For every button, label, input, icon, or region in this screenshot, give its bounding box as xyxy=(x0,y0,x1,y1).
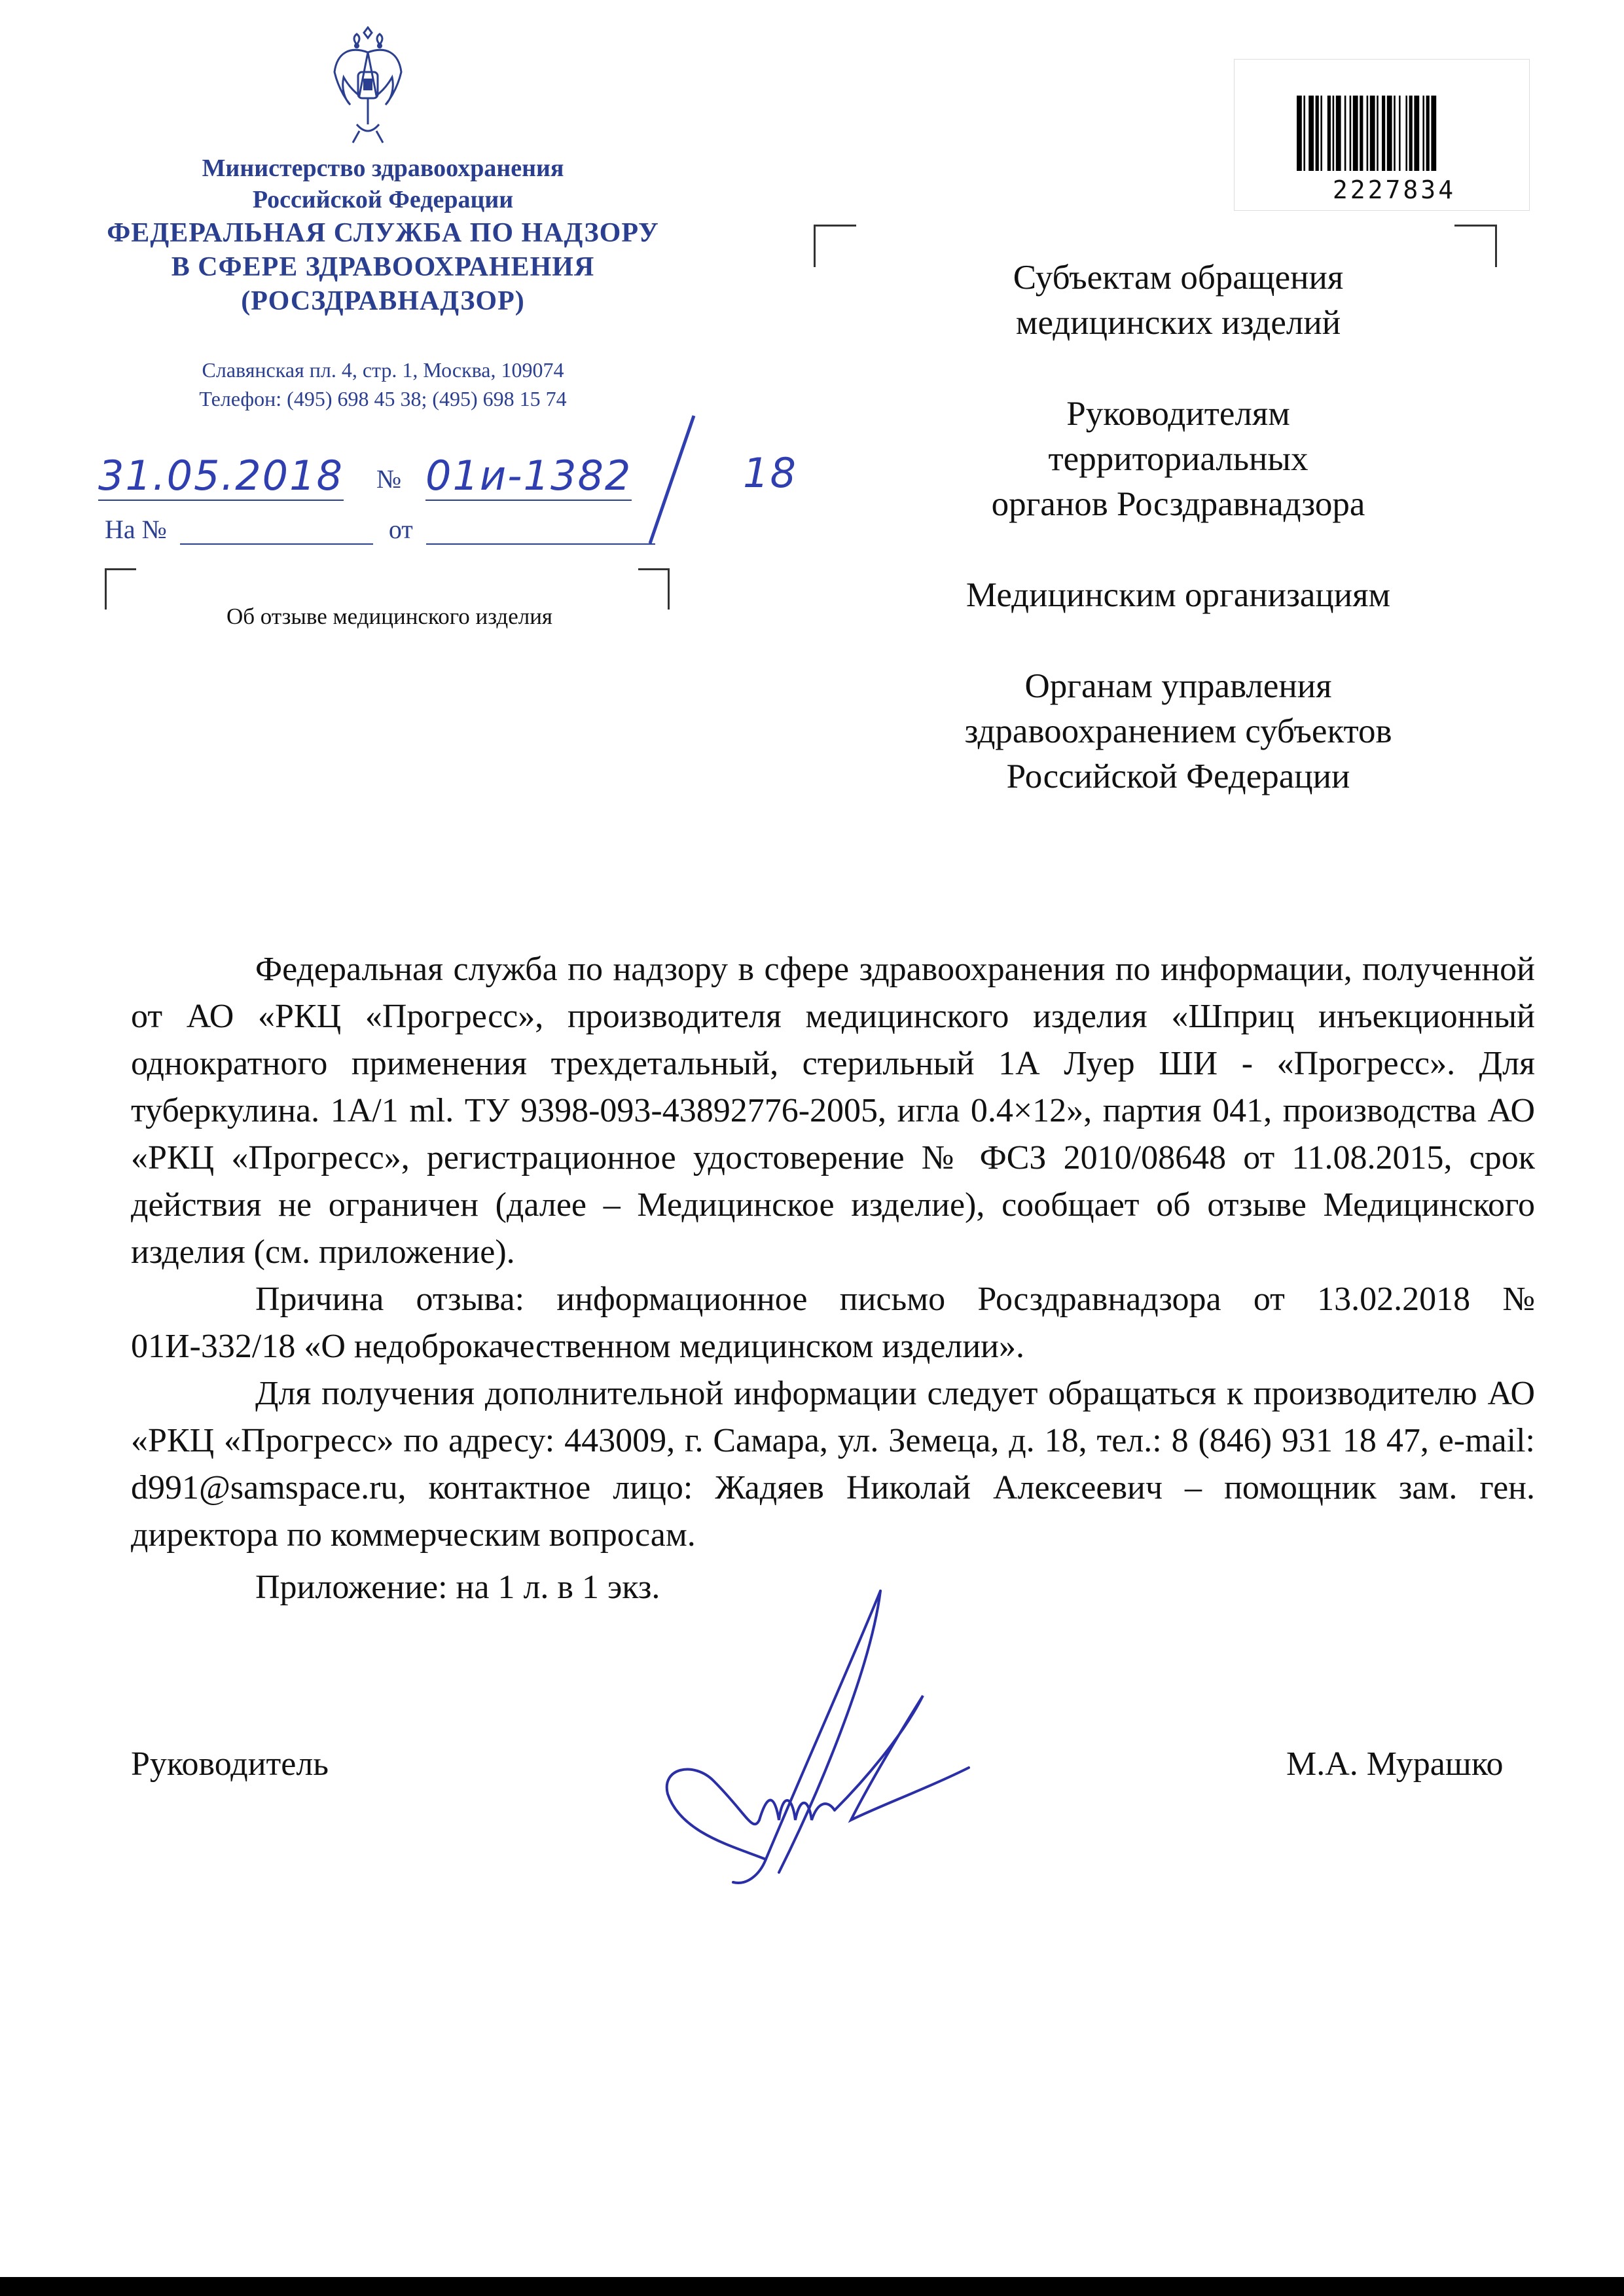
barcode-bar xyxy=(1333,96,1335,171)
barcode-bar xyxy=(1377,96,1379,171)
barcode-bar xyxy=(1360,96,1363,171)
recipient-line: медицинских изделий xyxy=(1015,304,1341,342)
recipient-corner-left xyxy=(814,225,856,267)
barcode-number: 2227834 xyxy=(1332,175,1456,204)
barcode-bar xyxy=(1409,96,1413,171)
barcode-bar xyxy=(1382,96,1385,171)
barcode-bar xyxy=(1353,96,1358,171)
recipient-line: территориальных xyxy=(1048,440,1308,478)
barcode-bar xyxy=(1394,96,1396,171)
barcode-bar xyxy=(1367,96,1369,171)
ref-date-field xyxy=(426,519,655,545)
recipient-corner-right xyxy=(1454,225,1497,267)
recipient-line: здравоохранением субъектов xyxy=(964,712,1392,750)
recipient-group xyxy=(897,573,1460,618)
handwritten-signature xyxy=(655,1584,995,1892)
barcode-bar xyxy=(1387,96,1392,171)
barcode-bar xyxy=(1303,96,1305,171)
barcode-bar xyxy=(1308,96,1314,171)
phone-line: Телефон: (495) 698 45 38; (495) 698 15 74 xyxy=(199,387,567,410)
signatory-title: Руководитель xyxy=(131,1745,329,1783)
scan-edge-bar xyxy=(0,2277,1624,2296)
service-line: ФЕДЕРАЛЬНАЯ СЛУЖБА ПО НАДЗОРУ xyxy=(107,218,659,248)
recipient-line: Органам управления xyxy=(1024,667,1332,705)
recipient-line: Медицинским организациям xyxy=(965,576,1391,614)
body-paragraph: Для получения дополнительной информации следует обращаться к производителю АО «РКЦ «Прогресс» по адресу: 443009, г. Самара, ул. Земеца, д. 18, тел.: 8 (846) 931 18 47, e-mail: d991@samspace.ru, контактное лицо: Жадяев Николай Алексеевич – помощник зам. ген. директора по коммерческим вопросам. xyxy=(131,1375,1535,1554)
barcode-bar xyxy=(1414,96,1419,171)
ministry-line: Российской Федерации xyxy=(252,186,514,213)
ref-from-label: от xyxy=(388,515,413,544)
barcode-bar xyxy=(1426,96,1430,171)
body-paragraph: Причина отзыва: информационное письмо Росздравнадзора от 13.02.2018 № 01И-332/18 «О недоброкачественном медицинском изделии». xyxy=(131,1281,1535,1365)
coat-of-arms-emblem-icon xyxy=(331,26,406,151)
barcode-bar xyxy=(1297,96,1302,171)
barcode-bar xyxy=(1405,96,1407,171)
attachment-note: Приложение: на 1 л. в 1 экз. xyxy=(255,1569,660,1606)
registration-date: 31.05.2018 xyxy=(98,452,344,500)
ref-number-field xyxy=(180,519,373,545)
ministry-name xyxy=(118,153,648,215)
recipients-block xyxy=(897,255,1460,845)
barcode-icon xyxy=(1297,96,1473,171)
ministry-line: Министерство здравоохранения xyxy=(202,155,564,182)
service-name xyxy=(92,216,674,318)
registration-number-suffix: 18 xyxy=(743,449,797,497)
reference-row xyxy=(105,514,681,545)
recipient-group xyxy=(897,255,1460,346)
ref-label: На № xyxy=(105,515,167,544)
barcode-bar xyxy=(1350,96,1352,171)
body-paragraph: Федеральная служба по надзору в сфере здравоохранения по информации, полученной от АО «РКЦ «Прогресс», производителя медицинского изделия «Шприц инъекционный однократного применения трехдетальный, стерильный 1А Луер ШИ - «Прогресс». Для туберкулина. 1А/1 ml. ТУ 9398-093-43892776-2005, игла 0.4×12», партия 041, производства АО «РКЦ «Прогресс», регистрационное удостоверение № ФСЗ 2010/08648 от 11.08.2015, срок действия не ограничен (далее – Медицинское изделие), сообщает об отзыве Медицинского изделия (см. приложение). xyxy=(131,951,1535,1271)
barcode-bar xyxy=(1320,96,1322,171)
letter-subject: Об отзыве медицинского изделия xyxy=(226,604,553,629)
barcode-bar xyxy=(1431,96,1436,171)
service-address xyxy=(118,355,648,413)
barcode-bar xyxy=(1316,96,1319,171)
letter-body xyxy=(131,946,1535,1559)
recipient-line: Российской Федерации xyxy=(1006,757,1350,795)
recipient-line: Субъектам обращения xyxy=(1013,259,1344,297)
recipient-line: органов Росздравнадзора xyxy=(991,485,1365,523)
barcode-bar xyxy=(1327,96,1331,171)
barcode-bar xyxy=(1344,96,1346,171)
address-line: Славянская пл. 4, стр. 1, Москва, 109074 xyxy=(202,358,564,382)
number-sign: № xyxy=(376,464,402,494)
registration-number: 01и-1382 xyxy=(425,452,632,500)
recipient-line: Руководителям xyxy=(1066,395,1290,433)
barcode-bar xyxy=(1336,96,1341,171)
signatory-name: М.А. Мурашко xyxy=(1286,1745,1504,1783)
barcode-bar xyxy=(1370,96,1375,171)
service-line: (РОСЗДРАВНАДЗОР) xyxy=(241,286,525,316)
recipient-group xyxy=(897,392,1460,527)
service-line: В СФЕРЕ ЗДРАВООХРАНЕНИЯ xyxy=(171,252,595,282)
barcode-bar xyxy=(1399,96,1401,171)
barcode-bar xyxy=(1422,96,1424,171)
recipient-group xyxy=(897,664,1460,799)
